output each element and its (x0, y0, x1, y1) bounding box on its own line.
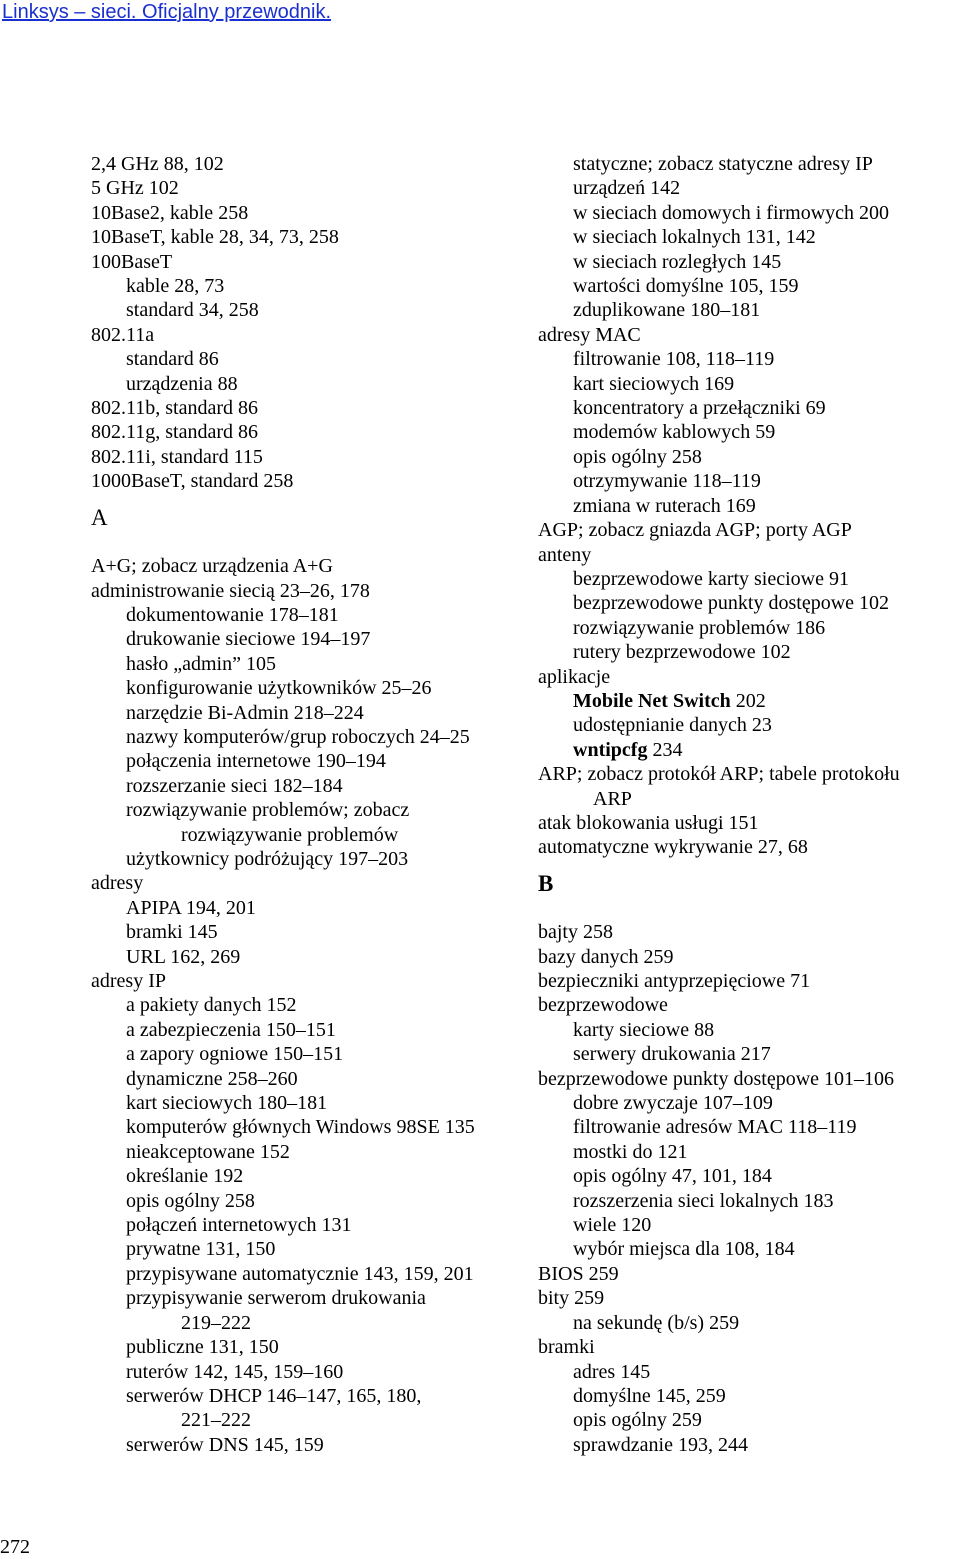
index-subentry: udostępnianie danych 23 (573, 714, 772, 737)
index-entry: adresy IP (91, 970, 166, 992)
page-number: 272 (0, 1536, 30, 1558)
index-subentry: rozwiązywanie problemów (181, 823, 399, 846)
index-subentry: modemów kablowych 59 (573, 421, 776, 444)
index-column-right (538, 152, 958, 1457)
index-subentry: opis ogólny 47, 101, 184 (573, 1165, 772, 1188)
index-subentry: opis ogólny 259 (573, 1409, 702, 1432)
index-subentry: ARP (593, 787, 632, 810)
index-entry: 2,4 GHz 88, 102 (91, 153, 224, 175)
index-subentry (538, 738, 958, 762)
index-subentry: dokumentowanie 178–181 (126, 603, 339, 626)
index-subentry: statyczne; zobacz statyczne adresy IP (573, 153, 873, 175)
index-subentry: serwerów DHCP 146–147, 165, 180, (126, 1384, 422, 1407)
index-subentry: nazwy komputerów/grup roboczych 24–25 (126, 725, 470, 748)
index-subentry: wartości domyślne 105, 159 (573, 275, 799, 298)
index-subentry: określanie 192 (126, 1165, 244, 1188)
index-subentry: narzędzie Bi-Admin 218–224 (126, 701, 364, 724)
index-subentry: w sieciach domowych i firmowych 200 (573, 201, 890, 224)
index-subentry: APIPA 194, 201 (126, 896, 256, 919)
index-entry: bajty 258 (538, 921, 613, 944)
index-subentry: użytkownicy podróżujący 197–203 (126, 847, 409, 870)
index-entry: automatyczne wykrywanie 27, 68 (538, 836, 808, 859)
index-subentry: połączeń internetowych 131 (126, 1214, 352, 1237)
index-subentry: karty sieciowe 88 (573, 1018, 715, 1041)
index-subentry: urządzeń 142 (573, 177, 681, 200)
index-entry: aplikacje (538, 665, 611, 688)
index-subentry: rutery bezprzewodowe 102 (573, 641, 791, 664)
index-subentry: przypisywanie serwerom drukowania (126, 1287, 426, 1310)
index-subentry: bramki 145 (126, 921, 218, 944)
index-entry: bazy danych 259 (538, 945, 674, 968)
index-subentry: w sieciach rozległych 145 (573, 250, 782, 273)
index-subentry: zduplikowane 180–181 (573, 299, 761, 322)
index-subentry: wiele 120 (573, 1214, 652, 1237)
index-subentry: wybór miejsca dla 108, 184 (573, 1238, 795, 1261)
index-entry: bramki (538, 1336, 595, 1359)
index-letter-heading: A (91, 504, 108, 530)
index-subentry: standard 86 (126, 348, 219, 371)
index-subentry: w sieciach lokalnych 131, 142 (573, 226, 816, 249)
index-subentry: 219–222 (181, 1311, 251, 1334)
index-subentry: a zapory ogniowe 150–151 (126, 1043, 344, 1066)
index-subentry: URL 162, 269 (126, 945, 241, 968)
index-subentry: kart sieciowych 180–181 (126, 1092, 328, 1115)
index-subentry: prywatne 131, 150 (126, 1238, 276, 1261)
index-entry: 10Base2, kable 258 (91, 201, 249, 224)
index-subentry: standard 34, 258 (126, 299, 259, 322)
index-subentry: rozszerzenia sieci lokalnych 183 (573, 1189, 834, 1212)
index-subentry: domyślne 145, 259 (573, 1384, 726, 1407)
index-subentry: komputerów głównych Windows 98SE 135 (126, 1116, 475, 1139)
index-subentry: ruterów 142, 145, 159–160 (126, 1360, 344, 1383)
index-column-left (91, 152, 511, 1457)
running-header-link[interactable]: Linksys – sieci. Oficjalny przewodnik. (2, 1, 332, 23)
index-entry: 10BaseT, kable 28, 34, 73, 258 (91, 226, 339, 249)
index-subentry: opis ogólny 258 (126, 1189, 255, 1212)
index-subentry: rozszerzanie sieci 182–184 (126, 774, 343, 797)
index-entry: 1000BaseT, standard 258 (91, 470, 294, 493)
index-subentry: mostki do 121 (573, 1140, 688, 1163)
index-subentry: a pakiety danych 152 (126, 994, 297, 1017)
index-subentry: dobre zwyczaje 107–109 (573, 1092, 773, 1115)
index-subentry: drukowanie sieciowe 194–197 (126, 628, 371, 651)
index-subentry: konfigurowanie użytkowników 25–26 (126, 677, 432, 700)
index-entry: anteny (538, 543, 592, 566)
index-subentry: rozwiązywanie problemów 186 (573, 616, 826, 639)
index-entry: AGP; zobacz gniazda AGP; porty AGP (538, 519, 852, 542)
index-subentry: kable 28, 73 (126, 275, 225, 298)
index-term-bold: Mobile Net Switch (573, 689, 731, 712)
index-subentry: sprawdzanie 193, 244 (573, 1433, 748, 1456)
index-subentry: serwerów DNS 145, 159 (126, 1433, 324, 1456)
index-subentry: przypisywane automatycznie 143, 159, 201 (126, 1262, 474, 1285)
index-entry: 802.11i, standard 115 (91, 445, 263, 468)
index-subentry: otrzymywanie 118–119 (573, 470, 761, 493)
index-subentry: opis ogólny 258 (573, 445, 702, 468)
index-subentry: rozwiązywanie problemów; zobacz (126, 799, 410, 822)
index-subentry: bezprzewodowe punkty dostępowe 102 (573, 592, 890, 615)
index-entry: atak blokowania usługi 151 (538, 811, 759, 834)
index-subentry: dynamiczne 258–260 (126, 1067, 298, 1090)
index-subentry: na sekundę (b/s) 259 (573, 1311, 740, 1334)
index-subentry: filtrowanie adresów MAC 118–119 (573, 1116, 857, 1139)
index-entry: 5 GHz 102 (91, 177, 179, 200)
index-subentry: połączenia internetowe 190–194 (126, 750, 386, 773)
index-term-bold: wntipcfg (573, 738, 648, 761)
index-entry: 100BaseT (91, 250, 173, 273)
index-entry: ARP; zobacz protokół ARP; tabele protokołu (538, 763, 900, 786)
index-entry: bity 259 (538, 1287, 605, 1310)
index-subentry: zmiana w ruterach 169 (573, 494, 756, 517)
index-subentry: urządzenia 88 (126, 372, 238, 395)
index-entry: administrowanie siecią 23–26, 178 (91, 579, 370, 602)
index-page-refs: 234 (647, 738, 683, 761)
index-subentry: adres 145 (573, 1360, 651, 1383)
index-subentry: kart sieciowych 169 (573, 372, 735, 395)
index-entry: 802.11b, standard 86 (91, 397, 259, 420)
index-entry: bezprzewodowe punkty dostępowe 101–106 (538, 1067, 895, 1090)
index-entry: A+G; zobacz urządzenia A+G (91, 555, 333, 578)
index-subentry: nieakceptowane 152 (126, 1140, 290, 1163)
index-subentry: 221–222 (181, 1409, 251, 1432)
index-subentry: serwery drukowania 217 (573, 1043, 771, 1066)
index-subentry: bezprzewodowe karty sieciowe 91 (573, 567, 849, 590)
index-subentry: hasło „admin” 105 (126, 652, 276, 675)
index-entry: 802.11a (91, 323, 155, 346)
index-entry: bezprzewodowe (538, 994, 668, 1017)
index-subentry: koncentratory a przełączniki 69 (573, 397, 826, 420)
index-letter-heading: B (538, 870, 554, 896)
index-entry: 802.11g, standard 86 (91, 421, 259, 444)
index-subentry: a zabezpieczenia 150–151 (126, 1018, 336, 1041)
index-entry: adresy (91, 872, 144, 895)
index-entry: BIOS 259 (538, 1262, 619, 1285)
index-subentry: publiczne 131, 150 (126, 1336, 279, 1359)
index-subentry: filtrowanie 108, 118–119 (573, 348, 775, 371)
index-page-refs: 202 (730, 689, 766, 712)
index-entry: adresy MAC (538, 323, 641, 346)
index-entry: bezpieczniki antyprzepięciowe 71 (538, 970, 811, 992)
index-subentry (538, 689, 958, 713)
